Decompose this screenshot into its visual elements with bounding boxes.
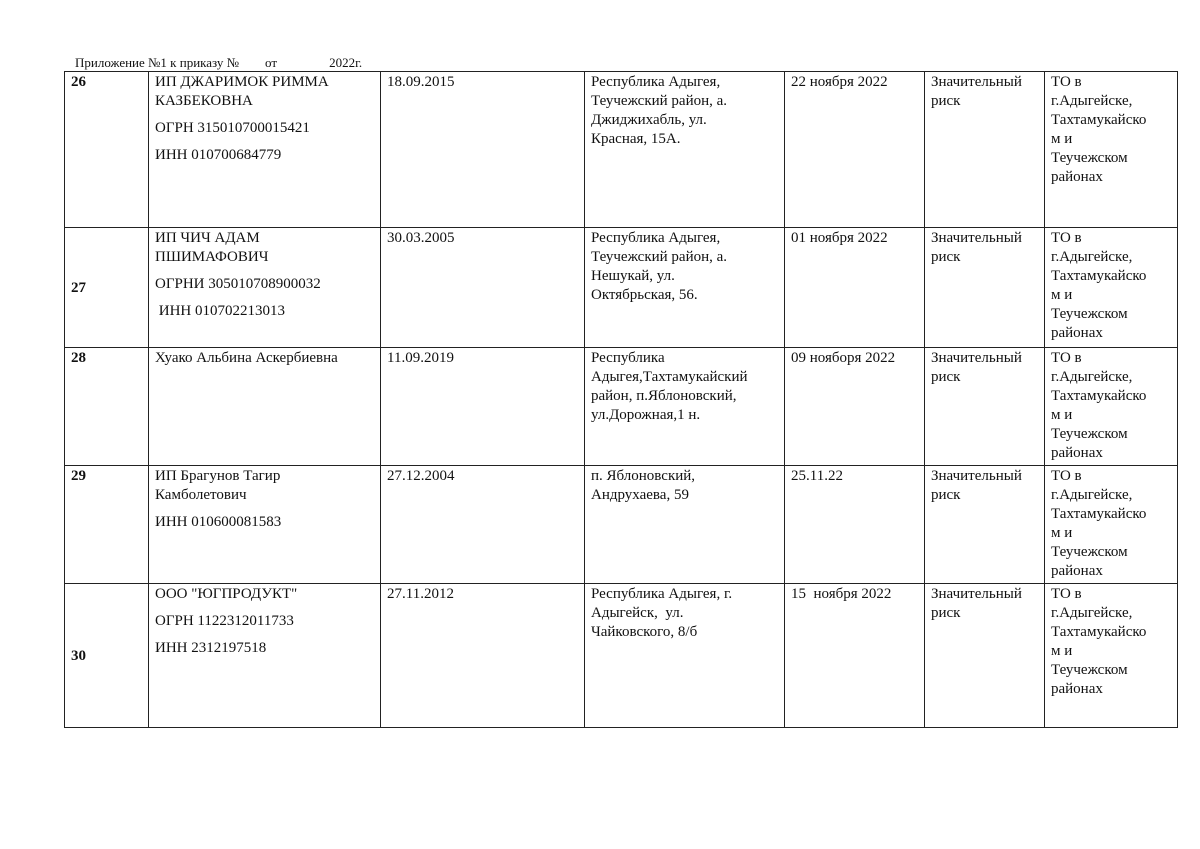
org-name-line: ООО "ЮГПРОДУКТ" [155,586,298,602]
department-line: районах [1051,563,1103,579]
address-line: ул.Дорожная,1 н. [591,407,701,423]
address-line: Адыгея,Тахтамукайский [591,369,748,385]
risk-cell [925,348,1045,466]
department-line: г.Адыгейске, [1051,605,1133,621]
department-line: м и [1051,407,1073,423]
risk-line: Значительный [931,586,1022,602]
risk-cell [925,584,1045,728]
risk-line: риск [931,369,961,385]
inspection-date: 15 ноября 2022 [785,584,925,728]
address-line: Республика Адыгея, [591,74,721,90]
department-line: Теучежском [1051,150,1128,166]
table-row [65,72,1178,228]
department-line: г.Адыгейске, [1051,369,1133,385]
registration-date: 30.03.2005 [381,228,585,348]
table-row [65,228,1178,348]
organization-cell [149,348,381,466]
address-cell [585,72,785,228]
address-line: Теучежский район, а. [591,93,728,109]
department-line: ТО в [1051,350,1082,366]
department-line: Тахтамукайско [1051,112,1147,128]
department-line: районах [1051,325,1103,341]
department-line: м и [1051,643,1073,659]
risk-cell [925,72,1045,228]
organization-cell [149,584,381,728]
org-name-line: Камболетович [155,487,247,503]
risk-line: Значительный [931,230,1022,246]
inspection-date: 01 ноября 2022 [785,228,925,348]
department-cell [1045,348,1178,466]
org-name-line: КАЗБЕКОВНА [155,93,253,109]
table-row [65,584,1178,728]
address-cell [585,466,785,584]
address-line: Республика Адыгея, [591,230,721,246]
address-line: Октябрьская, 56. [591,287,698,303]
department-line: Тахтамукайско [1051,268,1147,284]
registration-date: 18.09.2015 [381,72,585,228]
address-line: Теучежский район, а. [591,249,728,265]
address-line: Адыгейск, ул. [591,605,684,621]
registration-date: 27.12.2004 [381,466,585,584]
ogrn-value: ОГРН 315010700015421 [155,120,310,136]
department-cell [1045,584,1178,728]
org-name-line: ИП ДЖАРИМОК РИММА [155,74,329,90]
table-row [65,466,1178,584]
department-cell [1045,72,1178,228]
department-cell [1045,228,1178,348]
address-line: Нешукай, ул. [591,268,675,284]
inn-value: ИНН 010700684779 [155,147,282,163]
address-line: Джиджихабль, ул. [591,112,707,128]
department-line: м и [1051,287,1073,303]
ogrn-value: ОГРН 1122312011733 [155,613,294,629]
organization-cell [149,466,381,584]
department-line: ТО в [1051,74,1082,90]
department-line: м и [1051,131,1073,147]
address-line: Республика [591,350,665,366]
address-cell [585,584,785,728]
department-line: Теучежском [1051,544,1128,560]
department-line: Тахтамукайско [1051,624,1147,640]
org-name-line: ПШИМАФОВИЧ [155,249,269,265]
address-line: Красная, 15А. [591,131,681,147]
inn-value: ИНН 2312197518 [155,640,267,656]
address-line: район, п.Яблоновский, [591,388,737,404]
department-line: г.Адыгейске, [1051,249,1133,265]
department-line: м и [1051,525,1073,541]
department-line: Тахтамукайско [1051,506,1147,522]
risk-cell [925,228,1045,348]
department-line: Теучежском [1051,662,1128,678]
inspection-date: 22 ноября 2022 [785,72,925,228]
risk-line: Значительный [931,74,1022,90]
department-line: ТО в [1051,230,1082,246]
row-number: 28 [65,348,149,466]
risk-line: риск [931,605,961,621]
table-row [65,348,1178,466]
org-name-line: Хуако Альбина Аскербиевна [155,350,338,366]
department-line: Теучежском [1051,306,1128,322]
risk-line: риск [931,487,961,503]
ogrn-value: ОГРНИ 305010708900032 [155,276,321,292]
risk-line: риск [931,93,961,109]
org-name-line: ИП Брагунов Тагир [155,468,281,484]
risk-line: Значительный [931,350,1022,366]
department-line: г.Адыгейске, [1051,487,1133,503]
department-line: районах [1051,169,1103,185]
department-line: Тахтамукайско [1051,388,1147,404]
department-cell [1045,466,1178,584]
organization-cell [149,228,381,348]
address-cell [585,348,785,466]
registration-date: 11.09.2019 [381,348,585,466]
department-line: районах [1051,445,1103,461]
risk-cell [925,466,1045,584]
row-number: 26 [65,72,149,228]
department-line: г.Адыгейске, [1051,93,1133,109]
address-line: Андрухаева, 59 [591,487,689,503]
row-number: 30 [65,584,149,728]
address-line: Республика Адыгея, г. [591,586,733,602]
registration-date: 27.11.2012 [381,584,585,728]
address-line: Чайковского, 8/б [591,624,698,640]
row-number: 29 [65,466,149,584]
inn-value: ИНН 010702213013 [155,303,285,319]
page-title: Приложение №1 к приказу № от 2022г. [75,55,363,70]
row-number: 27 [65,228,149,348]
inn-value: ИНН 010600081583 [155,514,282,530]
department-line: Теучежском [1051,426,1128,442]
inspection-date: 09 нояборя 2022 [785,348,925,466]
address-line: п. Яблоновский, [591,468,696,484]
risk-line: Значительный [931,468,1022,484]
risk-line: риск [931,249,961,265]
department-line: ТО в [1051,586,1082,602]
inspection-date: 25.11.22 [785,466,925,584]
org-name-line: ИП ЧИЧ АДАМ [155,230,260,246]
department-line: ТО в [1051,468,1082,484]
registry-table [64,71,1178,728]
department-line: районах [1051,681,1103,697]
address-cell [585,228,785,348]
organization-cell [149,72,381,228]
